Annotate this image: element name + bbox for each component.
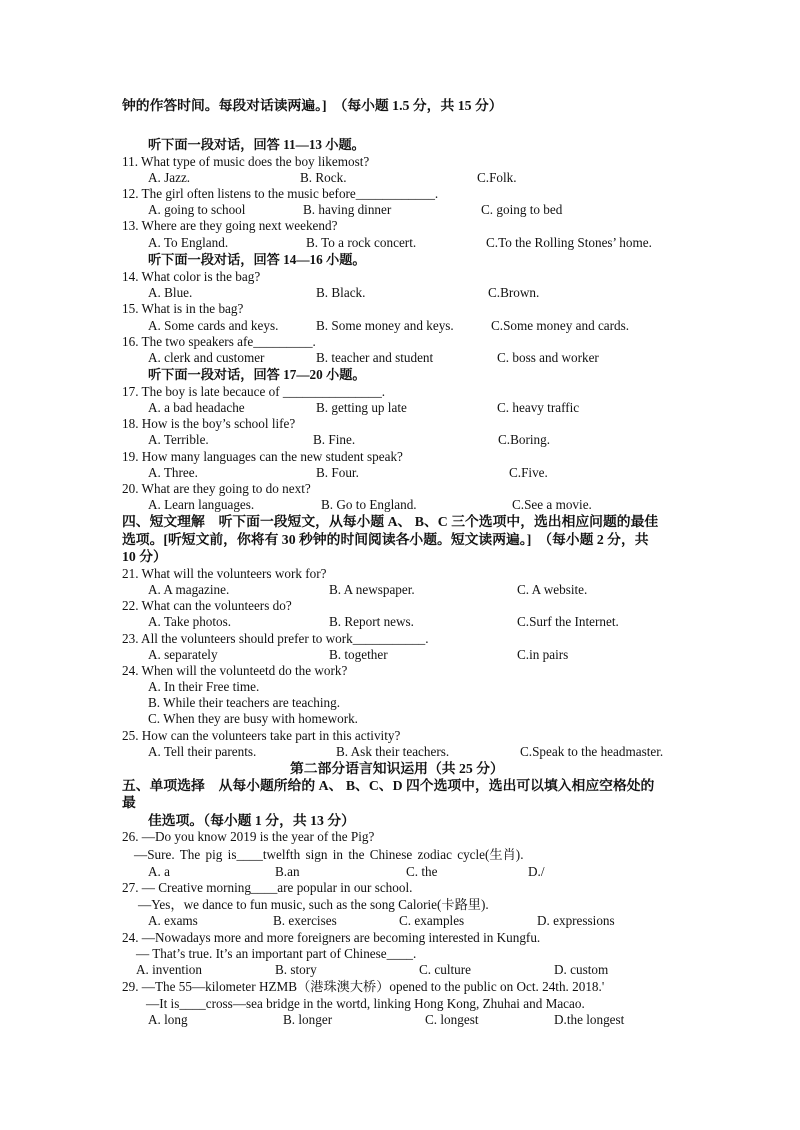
option-b: B. together — [329, 647, 388, 662]
question-24b: 24. —Nowadays more and more foreigners are becoming interested in Kungfu. — [122, 930, 541, 945]
section-heading: 听下面一段对话，回答 11—13 小题。 — [148, 137, 365, 152]
question-21: 21. What will the volunteers work for? — [122, 566, 327, 581]
question-24b-reply: — That’s true. It’s an important part of Chinese____. — [136, 946, 417, 961]
option-b: B. Four. — [316, 465, 359, 480]
option-a: A. Learn languages. — [148, 497, 255, 512]
option-a: A. a bad headache — [148, 400, 245, 415]
option-a: A. Three. — [148, 465, 198, 480]
option-c: C. A website. — [517, 582, 588, 597]
question-20: 20. What are they going to do next? — [122, 481, 311, 496]
option-b: B. Some money and keys. — [316, 318, 454, 333]
option-c: C.Five. — [509, 465, 548, 480]
option-b: B. longer — [283, 1012, 333, 1027]
option-a: A. a — [148, 864, 170, 879]
option-a: A. In their Free time. — [148, 679, 260, 694]
option-a: A. Take photos. — [148, 614, 232, 629]
option-b: B. Report news. — [329, 614, 414, 629]
question-11: 11. What type of music does the boy likemost? — [122, 154, 370, 169]
option-b: B. A newspaper. — [329, 582, 415, 597]
option-a: A. invention — [136, 962, 202, 977]
option-c: C.Boring. — [498, 432, 551, 447]
option-a: A. Some cards and keys. — [148, 318, 279, 333]
question-14: 14. What color is the bag? — [122, 269, 261, 284]
question-15: 15. What is in the bag? — [122, 301, 244, 316]
question-26-reply: —Sure. The pig is____twelfth sign in the Chinese zodiac cycle(生肖). — [134, 847, 524, 862]
question-25: 25. How can the volunteers take part in this activity? — [122, 728, 401, 743]
option-c: C. boss and worker — [497, 350, 599, 365]
option-b: B. having dinner — [303, 202, 392, 217]
option-b: B. getting up late — [316, 400, 407, 415]
part4-instruction: 四、短文理解 听下面一段短文，从每小题 A、 B、C 三个选项中，选出相应问题的最佳 — [122, 514, 659, 529]
question-26: 26. —Do you know 2019 is the year of the Pig? — [122, 829, 375, 844]
section-heading: 听下面一段对话，回答 17—20 小题。 — [148, 367, 366, 382]
question-18: 18. How is the boy’s school life? — [122, 416, 296, 431]
option-a: A. Tell their parents. — [148, 744, 257, 759]
option-b: B. teacher and student — [316, 350, 434, 365]
option-c: C. examples — [399, 913, 465, 928]
option-c: C. going to bed — [481, 202, 563, 217]
option-b: B.an — [275, 864, 300, 879]
question-29: 29. —The 55—kilometer HZMB（港珠澳大桥）opened to the public on Oct. 24th. 2018.' — [122, 979, 605, 994]
option-b: B. Go to England. — [321, 497, 417, 512]
part5-instruction: 五、单项选择 从每小题所给的 A、 B、C、D 四个选项中，选出可以填入相应空格处的 — [122, 778, 655, 793]
option-c: C.Folk. — [477, 170, 517, 185]
option-a: A. exams — [148, 913, 198, 928]
question-27: 27. — Creative morning____are popular in our school. — [122, 880, 413, 895]
option-c: C.Some money and cards. — [491, 318, 630, 333]
option-b: B. Rock. — [300, 170, 347, 185]
option-b: B. To a rock concert. — [306, 235, 417, 250]
option-c: C. longest — [425, 1012, 479, 1027]
option-a: A. Terrible. — [148, 432, 209, 447]
option-b: B. exercises — [273, 913, 337, 928]
question-24: 24. When will the volunteetd do the work? — [122, 663, 348, 678]
question-29-reply: —It is____cross—sea bridge in the wortd, linking Hong Kong, Zhuhai and Macao. — [146, 996, 585, 1011]
option-b: B. Fine. — [313, 432, 356, 447]
option-b: B. While their teachers are teaching. — [148, 695, 340, 710]
option-d: D. expressions — [537, 913, 615, 928]
part4-instruction: 10 分） — [122, 549, 167, 564]
part5-instruction: 佳选项。（每小题 1 分，共 13 分） — [148, 813, 355, 828]
option-c: C.See a movie. — [512, 497, 592, 512]
option-c: C.Surf the Internet. — [517, 614, 619, 629]
option-b: B. story — [275, 962, 317, 977]
section-heading: 听下面一段对话，回答 14—16 小题。 — [148, 252, 366, 267]
question-17: 17. The boy is late becauce of _______________. — [122, 384, 386, 399]
option-d: D.the longest — [554, 1012, 625, 1027]
option-a: A. clerk and customer — [148, 350, 265, 365]
question-22: 22. What can the volunteers do? — [122, 598, 292, 613]
option-c: C.To the Rolling Stones’ home. — [486, 235, 652, 250]
option-c: C.Brown. — [488, 285, 540, 300]
option-d: D. custom — [554, 962, 609, 977]
part-title: 第二部分语言知识运用（共 25 分） — [290, 761, 504, 776]
question-23: 23. All the volunteers should prefer to work___________. — [122, 631, 429, 646]
option-b: B. Black. — [316, 285, 366, 300]
option-a: A. separately — [148, 647, 218, 662]
section-intro: 钟的作答时间。每段对话读两遍。] （每小题 1.5 分，共 15 分） — [122, 98, 503, 113]
part5-instruction: 最 — [122, 795, 136, 810]
option-a: A. A magazine. — [148, 582, 230, 597]
option-c: C. When they are busy with homework. — [148, 711, 358, 726]
option-a: A. going to school — [148, 202, 246, 217]
question-19: 19. How many languages can the new student speak? — [122, 449, 403, 464]
question-16: 16. The two speakers afe_________. — [122, 334, 316, 349]
option-c: C. heavy traffic — [497, 400, 580, 415]
option-a: A. To England. — [148, 235, 229, 250]
option-a: A. Jazz. — [148, 170, 191, 185]
question-12: 12. The girl often listens to the music before____________. — [122, 186, 439, 201]
option-a: A. long — [148, 1012, 188, 1027]
option-a: A. Blue. — [148, 285, 193, 300]
option-c: C.in pairs — [517, 647, 569, 662]
option-c: C. the — [406, 864, 438, 879]
option-c: C. culture — [419, 962, 472, 977]
question-27-reply: —Yes，we dance to fun music, such as the song Calorie(卡路里). — [138, 897, 489, 912]
option-c: C.Speak to the headmaster. — [520, 744, 664, 759]
question-13: 13. Where are they going next weekend? — [122, 218, 338, 233]
part4-instruction: 选项。[听短文前，你将有 30 秒钟的时间阅读各小题。短文读两遍。] （每小题 2 分，共 — [122, 532, 649, 547]
option-b: B. Ask their teachers. — [336, 744, 450, 759]
option-d: D./ — [528, 864, 545, 879]
